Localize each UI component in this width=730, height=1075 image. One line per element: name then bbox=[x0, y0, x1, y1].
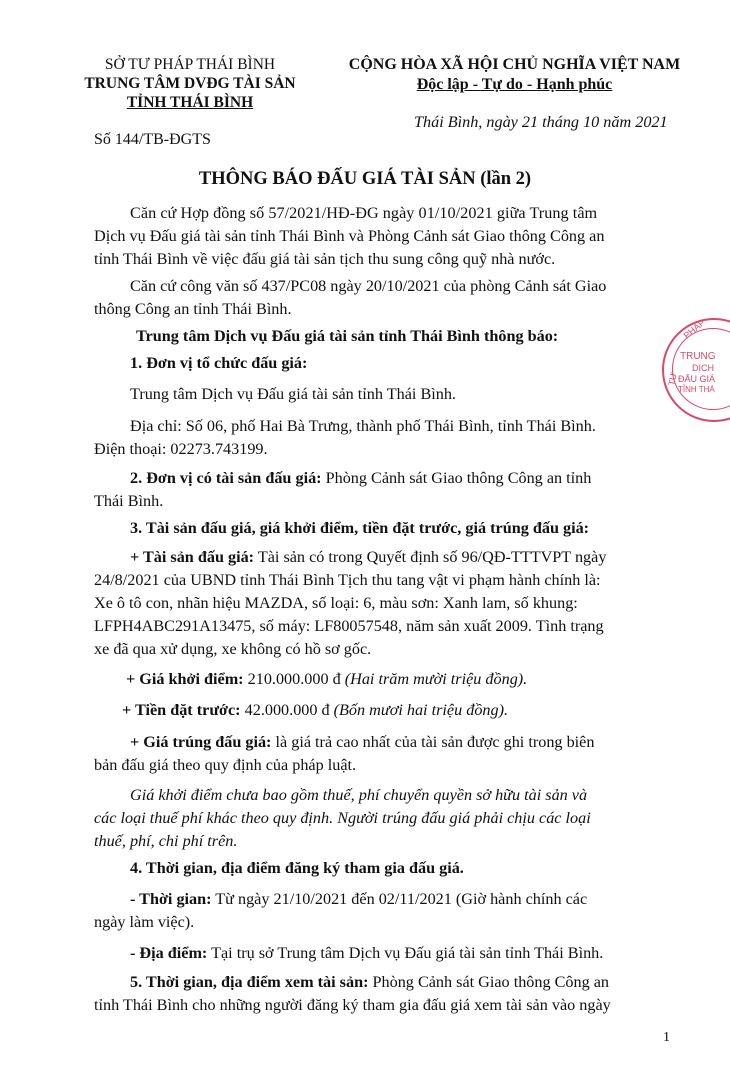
province-name: TỈNH THÁI BÌNH bbox=[126, 94, 254, 111]
deposit-label: + Tiền đặt trước: bbox=[122, 701, 241, 719]
asset-line: LFPH4ABC291A13475, số máy: LF80057548, năm sản xuất 2009. Tình trạng bbox=[94, 617, 604, 635]
deposit-words: (Bốn mươi hai triệu đồng). bbox=[333, 701, 509, 719]
announcement-line: Trung tâm Dịch vụ Đấu giá tài sản tỉnh Thái Bình thông báo: bbox=[136, 327, 559, 345]
deposit-value: 42.000.000 đ bbox=[240, 701, 334, 719]
winning-price-line: bản đấu giá theo quy định của pháp luật. bbox=[94, 756, 357, 774]
page-number: 1 bbox=[663, 1030, 670, 1045]
winning-price-line bbox=[130, 733, 594, 752]
registration-place-text: Tại trụ sở Trung tâm Dịch vụ Đấu giá tài sản tỉnh Thái Bình. bbox=[207, 944, 604, 962]
section-5-line: tỉnh Thái Bình cho những người đăng ký tham gia đấu giá xem tài sản vào ngày bbox=[94, 996, 611, 1014]
section-2-heading: 2. Đơn vị có tài sản đấu giá: bbox=[130, 469, 322, 487]
asset-line: 24/8/2021 của UBND tỉnh Thái Bình Tịch thu tang vật vi phạm hành chính là: bbox=[94, 571, 601, 589]
document-title: THÔNG BÁO ĐẤU GIÁ TÀI SẢN (lần 2) bbox=[198, 169, 532, 189]
document-number: Số 144/TB-ĐGTS bbox=[94, 131, 211, 148]
section-2-line bbox=[130, 469, 591, 488]
ministry-name: SỞ TƯ PHÁP THÁI BÌNH bbox=[104, 56, 276, 73]
section-2-text: Phòng Cảnh sát Giao thông Công an tỉnh bbox=[321, 469, 592, 487]
starting-price-label: + Giá khởi điểm: bbox=[126, 670, 244, 688]
deposit-line bbox=[122, 701, 508, 720]
document-date: Thái Bình, ngày 21 tháng 10 năm 2021 bbox=[414, 113, 668, 131]
asset-line bbox=[130, 548, 606, 567]
stamp-line-4: TỈNH THÁ bbox=[678, 385, 715, 394]
registration-time-line bbox=[130, 890, 587, 909]
basis-line: Căn cứ Hợp đồng số 57/2021/HĐ-ĐG ngày 01/10/2021 giữa Trung tâm bbox=[130, 204, 598, 222]
organizer-phone: Điện thoại: 02273.743199. bbox=[94, 440, 268, 458]
starting-price-words: (Hai trăm mười triệu đồng). bbox=[344, 670, 528, 688]
organizer-address: Địa chỉ: Số 06, phố Hai Bà Trưng, thành phố Thái Bình, tỉnh Thái Bình. bbox=[130, 417, 596, 435]
tax-note-line: Giá khởi điểm chưa bao gồm thuế, phí chuyển quyền sở hữu tài sản và bbox=[130, 786, 588, 804]
national-title: CỘNG HÒA XÃ HỘI CHỦ NGHĨA VIỆT NAM bbox=[348, 56, 681, 73]
asset-line: Xe ô tô con, nhãn hiệu MAZDA, số loại: 6, màu sơn: Xanh lam, số khung: bbox=[94, 594, 578, 612]
center-name: TRUNG TÂM DVĐG TÀI SẢN bbox=[84, 75, 296, 92]
basis-line: thông Công an tỉnh Thái Bình. bbox=[94, 300, 292, 318]
section-2-line: Thái Bình. bbox=[94, 492, 164, 510]
national-motto: Độc lập - Tự do - Hạnh phúc bbox=[416, 76, 613, 93]
registration-time-text: Từ ngày 21/10/2021 đến 02/11/2021 (Giờ hành chính các bbox=[211, 890, 588, 908]
registration-time-label: - Thời gian: bbox=[130, 890, 212, 908]
organizer-name: Trung tâm Dịch vụ Đấu giá tài sản tỉnh Thái Bình. bbox=[130, 385, 456, 403]
registration-time-line: ngày làm việc). bbox=[94, 913, 195, 931]
winning-price-label: + Giá trúng đấu giá: bbox=[130, 733, 272, 751]
asset-text: Tài sản có trong Quyết định số 96/QĐ-TTTVPT ngày bbox=[254, 548, 607, 566]
starting-price-value: 210.000.000 đ bbox=[243, 670, 345, 688]
winning-price-text: là giá trả cao nhất của tài sản được ghi trong biên bbox=[271, 733, 595, 751]
official-stamp bbox=[662, 318, 730, 422]
section-5-line bbox=[130, 973, 609, 992]
asset-line: xe đã qua xử dụng, xe không có hồ sơ gốc. bbox=[94, 640, 372, 658]
asset-label: + Tài sản đấu giá: bbox=[130, 548, 255, 566]
tax-note-line: thuế, phí, chi phí trên. bbox=[94, 832, 238, 850]
basis-line: tỉnh Thái Bình về việc đấu giá tài sản tịch thu sung công quỹ nhà nước. bbox=[94, 250, 556, 268]
section-5-text: Phòng Cảnh sát Giao thông Công an bbox=[368, 973, 610, 991]
stamp-left-char: TƯ bbox=[666, 371, 679, 387]
basis-line: Dịch vụ Đấu giá tài sản tỉnh Thái Bình và Phòng Cảnh sát Giao thông Công an bbox=[94, 227, 605, 245]
starting-price-line bbox=[126, 670, 527, 689]
stamp-line-3: ĐẤU GIÁ bbox=[678, 374, 716, 384]
section-5-heading: 5. Thời gian, địa điểm xem tài sản: bbox=[130, 973, 369, 991]
registration-place-line bbox=[130, 944, 603, 963]
stamp-top-word: PHÁP bbox=[681, 317, 707, 341]
stamp-line-1: TRUNG bbox=[680, 351, 716, 362]
stamp-line-2: DỊCH bbox=[692, 363, 714, 373]
section-1-heading: 1. Đơn vị tổ chức đấu giá: bbox=[130, 354, 308, 372]
basis-line: Căn cứ công văn số 437/PC08 ngày 20/10/2021 của phòng Cảnh sát Giao bbox=[130, 277, 607, 295]
section-4-heading: 4. Thời gian, địa điểm đăng ký tham gia đấu giá. bbox=[130, 859, 464, 877]
section-3-heading: 3. Tài sản đấu giá, giá khởi điểm, tiền đặt trước, giá trúng đấu giá: bbox=[130, 519, 590, 537]
registration-place-label: - Địa điểm: bbox=[130, 944, 208, 962]
tax-note-line: các loại thuế phí khác theo quy định. Người trúng đấu giá phải chịu các loại bbox=[94, 809, 591, 827]
